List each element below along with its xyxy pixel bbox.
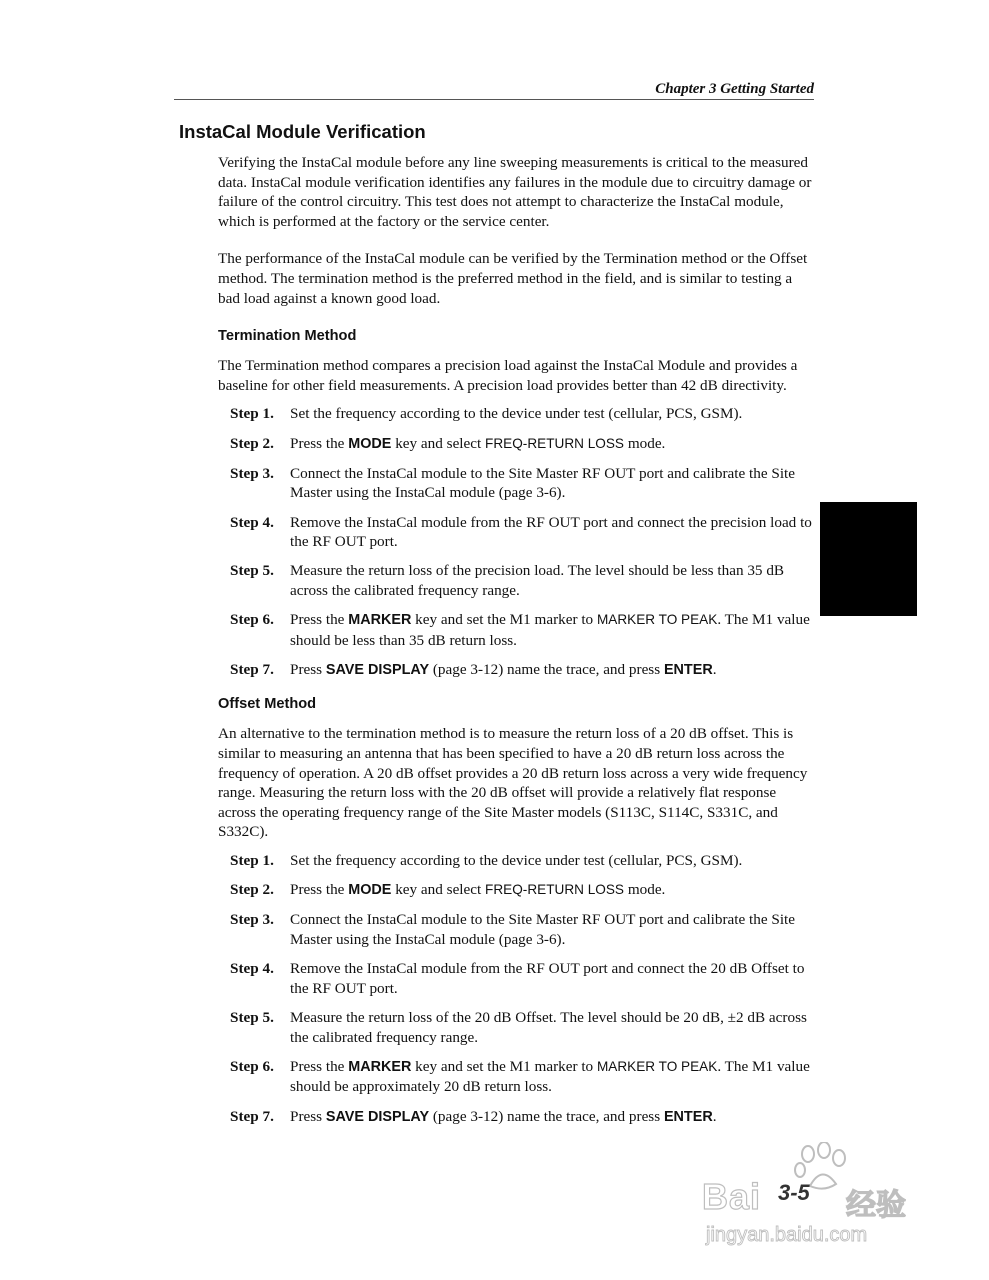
step-item — [218, 434, 814, 455]
step-text-mid: key and select — [391, 434, 486, 452]
step-item — [218, 880, 814, 901]
step-item — [218, 561, 814, 600]
step-text-mid: key and set the M1 marker to — [411, 1057, 597, 1075]
step-text: Measure the return loss of the precision load. The level should be less than 35 dB across the calibrated frequency range. — [290, 562, 785, 599]
step-text-pre: Press the — [290, 1057, 349, 1075]
offset-intro: An alternative to the termination method is to measure the return loss of a 20 dB offset. This is similar to measuring an antenna that has been specified to have a 20 dB return loss across the frequency of operation. A 20 dB offset provides a 20 dB return loss across a very wide frequency range. Measuring the return loss with the 20 dB offset will provide a relatively flat response across the operating frequency range of the Site Master models (S113C, S114C, S331C, and S332C). — [218, 725, 808, 841]
offset-method-heading: Offset Method — [218, 696, 317, 713]
step-label: Step 5. — [230, 562, 274, 580]
step-item — [218, 610, 814, 650]
step-text — [290, 660, 814, 681]
key-label: MODE — [348, 435, 392, 452]
termination-method-heading: Termination Method — [218, 328, 357, 345]
step-label: Step 2. — [230, 434, 274, 452]
step-text: Set the frequency according to the device under test (cellular, PCS, GSM). — [290, 405, 743, 423]
key-label: SAVE DISPLAY — [325, 661, 430, 678]
step-text-pre: Press — [290, 1107, 326, 1125]
step-text-pre: Press the — [290, 434, 349, 452]
offset-steps-list — [218, 851, 814, 1127]
watermark-url: jingyan.baidu.com — [706, 1224, 868, 1246]
mode-label: MARKER TO PEAK — [596, 1058, 718, 1074]
key-label: ENTER — [663, 661, 713, 678]
intro-paragraph-2: The performance of the InstaCal module can be verified by the Termination method or the Offset method. The termination method is the preferred method in the field, and is similar to testing a bad load against a known good load. — [218, 250, 808, 307]
paw-icon — [792, 1142, 852, 1192]
step-label: Step 4. — [230, 513, 274, 531]
step-text — [290, 434, 814, 455]
step-label: Step 1. — [230, 405, 274, 423]
key-label: MARKER — [348, 1058, 412, 1075]
step-text-mid: key and set the M1 marker to — [411, 611, 597, 629]
watermark-chinese: 经验 — [846, 1188, 906, 1223]
step-label: Step 7. — [230, 660, 274, 678]
key-label: MODE — [348, 882, 392, 899]
document-body — [218, 153, 814, 1137]
chapter-thumb-tab — [820, 502, 917, 616]
step-label: Step 6. — [230, 1057, 274, 1075]
step-text-pre: Press the — [290, 881, 349, 899]
mode-label: MARKER TO PEAK — [596, 612, 718, 628]
step-text — [290, 1057, 814, 1097]
key-label: ENTER — [663, 1108, 713, 1125]
key-label: MARKER — [348, 612, 412, 629]
step-text-mid: (page 3-12) name the trace, and press — [429, 1107, 664, 1125]
step-text-mid: key and select — [391, 881, 486, 899]
step-label: Step 6. — [230, 611, 274, 629]
step-label: Step 3. — [230, 911, 274, 929]
step-text: Measure the return loss of the 20 dB Offset. The level should be 20 dB, ±2 dB across the calibrated frequency range. — [290, 1008, 807, 1046]
step-item — [218, 1057, 814, 1097]
step-item — [218, 513, 814, 552]
chapter-title: Chapter 3 Getting Started — [655, 81, 814, 97]
mode-label: FREQ-RETURN LOSS — [485, 435, 625, 451]
step-text: Connect the InstaCal module to the Site Master RF OUT port and calibrate the Site Master using the InstaCal module (page 3-6). — [290, 464, 796, 502]
step-item — [218, 404, 814, 424]
step-text-mid: (page 3-12) name the trace, and press — [429, 660, 664, 678]
termination-intro: The Termination method compares a precision load against the InstaCal Module and provides a baseline for other field measurements. A precision load provides better than 42 dB directivity. — [218, 357, 798, 394]
step-item — [218, 464, 814, 503]
step-label: Step 2. — [230, 881, 274, 899]
watermark-logo: Bai — [702, 1176, 762, 1217]
chapter-header — [174, 79, 814, 100]
step-text-post: . The M1 value should be less than 35 dB return loss. — [290, 611, 810, 649]
step-text-pre: Press the — [290, 611, 349, 629]
mode-label: FREQ-RETURN LOSS — [485, 882, 625, 898]
step-text-post: . — [712, 1107, 717, 1125]
step-text-pre: Press — [290, 660, 326, 678]
step-label: Step 1. — [230, 852, 274, 869]
step-item — [218, 660, 814, 681]
step-text: Set the frequency according to the device under test (cellular, PCS, GSM). — [290, 852, 743, 869]
step-item — [218, 1107, 814, 1128]
step-label: Step 7. — [230, 1107, 274, 1125]
step-text: Remove the InstaCal module from the RF OUT port and connect the precision load to the RF OUT port. — [290, 513, 812, 551]
step-item — [218, 959, 814, 998]
baidu-watermark — [696, 1140, 936, 1250]
intro-paragraph-1: Verifying the InstaCal module before any line sweeping measurements is critical to the measured data. InstaCal module verification identifies any failures in the module due to circuitry damage or failure of the control circuitry. This test does not attempt to characterize the InstaCal module, which is performed at the factory or the service center. — [218, 154, 812, 230]
step-label: Step 4. — [230, 960, 274, 978]
step-text-post: . — [712, 660, 717, 678]
step-text-post: mode. — [624, 434, 666, 452]
section-title: InstaCal Module Verification — [179, 121, 426, 142]
step-text-post: mode. — [624, 881, 666, 899]
step-text: Remove the InstaCal module from the RF OUT port and connect the 20 dB Offset to the RF OUT port. — [290, 960, 805, 997]
step-text — [290, 880, 814, 901]
step-text — [290, 610, 814, 650]
termination-steps-list — [218, 404, 814, 680]
step-item — [218, 851, 814, 871]
step-label: Step 3. — [230, 464, 274, 482]
step-text: Connect the InstaCal module to the Site Master RF OUT port and calibrate the Site Master using the InstaCal module (page 3-6). — [290, 911, 796, 948]
step-text — [290, 1107, 814, 1128]
key-label: SAVE DISPLAY — [325, 1108, 430, 1125]
step-text-post: . The M1 value should be approximately 20 dB return loss. — [290, 1057, 810, 1096]
page-number: 3-5 — [778, 1180, 810, 1205]
step-item — [218, 910, 814, 949]
step-item — [218, 1008, 814, 1047]
step-label: Step 5. — [230, 1008, 274, 1026]
